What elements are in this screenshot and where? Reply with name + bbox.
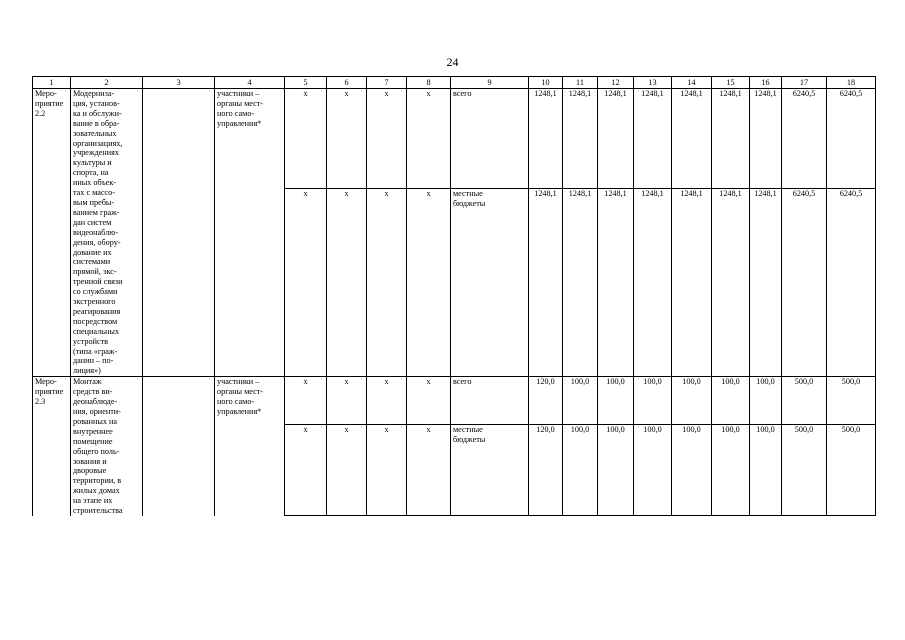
mark-col-5: х <box>285 188 327 377</box>
event-column-3 <box>143 89 215 377</box>
funding-source: всего <box>451 89 529 189</box>
column-number-12: 12 <box>598 77 634 89</box>
value-col-12: 1248,1 <box>598 89 634 189</box>
page-number: 24 <box>446 55 459 69</box>
value-col-13: 1248,1 <box>634 89 672 189</box>
value-col-18: 6240,5 <box>827 188 876 377</box>
event-number: Меро- приятие 2.2 <box>33 89 71 377</box>
budget-table <box>32 76 876 516</box>
value-col-18: 500,0 <box>827 425 876 516</box>
value-col-15: 1248,1 <box>712 188 750 377</box>
value-col-18: 500,0 <box>827 377 876 425</box>
value-col-17: 500,0 <box>782 377 827 425</box>
column-number-18: 18 <box>827 77 876 89</box>
column-number-15: 15 <box>712 77 750 89</box>
value-col-12: 1248,1 <box>598 188 634 377</box>
mark-col-8: х <box>407 188 451 377</box>
event-column-3 <box>143 377 215 516</box>
value-col-16: 100,0 <box>750 425 782 516</box>
mark-col-6: х <box>327 425 367 516</box>
column-number-1: 1 <box>33 77 71 89</box>
mark-col-5: х <box>285 425 327 516</box>
value-col-14: 100,0 <box>672 425 712 516</box>
value-col-14: 1248,1 <box>672 188 712 377</box>
column-number-8: 8 <box>407 77 451 89</box>
value-col-18: 6240,5 <box>827 89 876 189</box>
value-col-10: 120,0 <box>529 425 563 516</box>
column-number-16: 16 <box>750 77 782 89</box>
mark-col-7: х <box>367 188 407 377</box>
event-number: Меро- приятие 2.3 <box>33 377 71 516</box>
mark-col-5: х <box>285 89 327 189</box>
column-number-2: 2 <box>71 77 143 89</box>
value-col-11: 100,0 <box>563 377 598 425</box>
mark-col-8: х <box>407 377 451 425</box>
column-number-6: 6 <box>327 77 367 89</box>
table-row <box>33 89 876 189</box>
table-row <box>33 377 876 425</box>
value-col-10: 120,0 <box>529 377 563 425</box>
value-col-10: 1248,1 <box>529 188 563 377</box>
value-col-12: 100,0 <box>598 425 634 516</box>
column-number-11: 11 <box>563 77 598 89</box>
mark-col-6: х <box>327 188 367 377</box>
value-col-17: 6240,5 <box>782 188 827 377</box>
event-description: Монтаж средств ви- деонаблюде- ния, ориенти- рованных на внутреннее помещение общего поль- зования и дворовые территории, в жилых домах на этапе их строительства <box>71 377 143 516</box>
value-col-12: 100,0 <box>598 377 634 425</box>
funding-source: местные бюджеты <box>451 425 529 516</box>
column-number-row <box>33 77 876 89</box>
value-col-15: 100,0 <box>712 425 750 516</box>
mark-col-8: х <box>407 89 451 189</box>
value-col-11: 1248,1 <box>563 89 598 189</box>
value-col-15: 1248,1 <box>712 89 750 189</box>
mark-col-8: х <box>407 425 451 516</box>
event-description: Модерниза- ция, установ- ка и обслужи- вание в обра- зовательных организациях, учреждениях культуры и спорта, на иных объек- тах с массо- вым пребы- ванием граж- дан систем видеонаблю- дения, обору- дование их системами прямой, экс- тренной связи со службами экстренного реагирования посредством специальных устройств (типа «граж- данин – по- лиция») <box>71 89 143 377</box>
mark-col-6: х <box>327 377 367 425</box>
value-col-16: 1248,1 <box>750 89 782 189</box>
column-number-10: 10 <box>529 77 563 89</box>
value-col-14: 1248,1 <box>672 89 712 189</box>
value-col-10: 1248,1 <box>529 89 563 189</box>
column-number-13: 13 <box>634 77 672 89</box>
column-number-17: 17 <box>782 77 827 89</box>
column-number-5: 5 <box>285 77 327 89</box>
funding-source: местные бюджеты <box>451 188 529 377</box>
mark-col-7: х <box>367 89 407 189</box>
value-col-13: 1248,1 <box>634 188 672 377</box>
column-number-9: 9 <box>451 77 529 89</box>
mark-col-5: х <box>285 377 327 425</box>
event-participants: участники – органы мест- ного само- управления* <box>215 89 285 377</box>
value-col-13: 100,0 <box>634 425 672 516</box>
mark-col-7: х <box>367 425 407 516</box>
column-number-7: 7 <box>367 77 407 89</box>
mark-col-6: х <box>327 89 367 189</box>
value-col-11: 100,0 <box>563 425 598 516</box>
mark-col-7: х <box>367 377 407 425</box>
value-col-17: 500,0 <box>782 425 827 516</box>
value-col-16: 100,0 <box>750 377 782 425</box>
value-col-16: 1248,1 <box>750 188 782 377</box>
column-number-4: 4 <box>215 77 285 89</box>
value-col-11: 1248,1 <box>563 188 598 377</box>
column-number-3: 3 <box>143 77 215 89</box>
funding-source: всего <box>451 377 529 425</box>
value-col-17: 6240,5 <box>782 89 827 189</box>
value-col-14: 100,0 <box>672 377 712 425</box>
event-participants: участники – органы мест- ного само- управления* <box>215 377 285 516</box>
value-col-15: 100,0 <box>712 377 750 425</box>
column-number-14: 14 <box>672 77 712 89</box>
value-col-13: 100,0 <box>634 377 672 425</box>
